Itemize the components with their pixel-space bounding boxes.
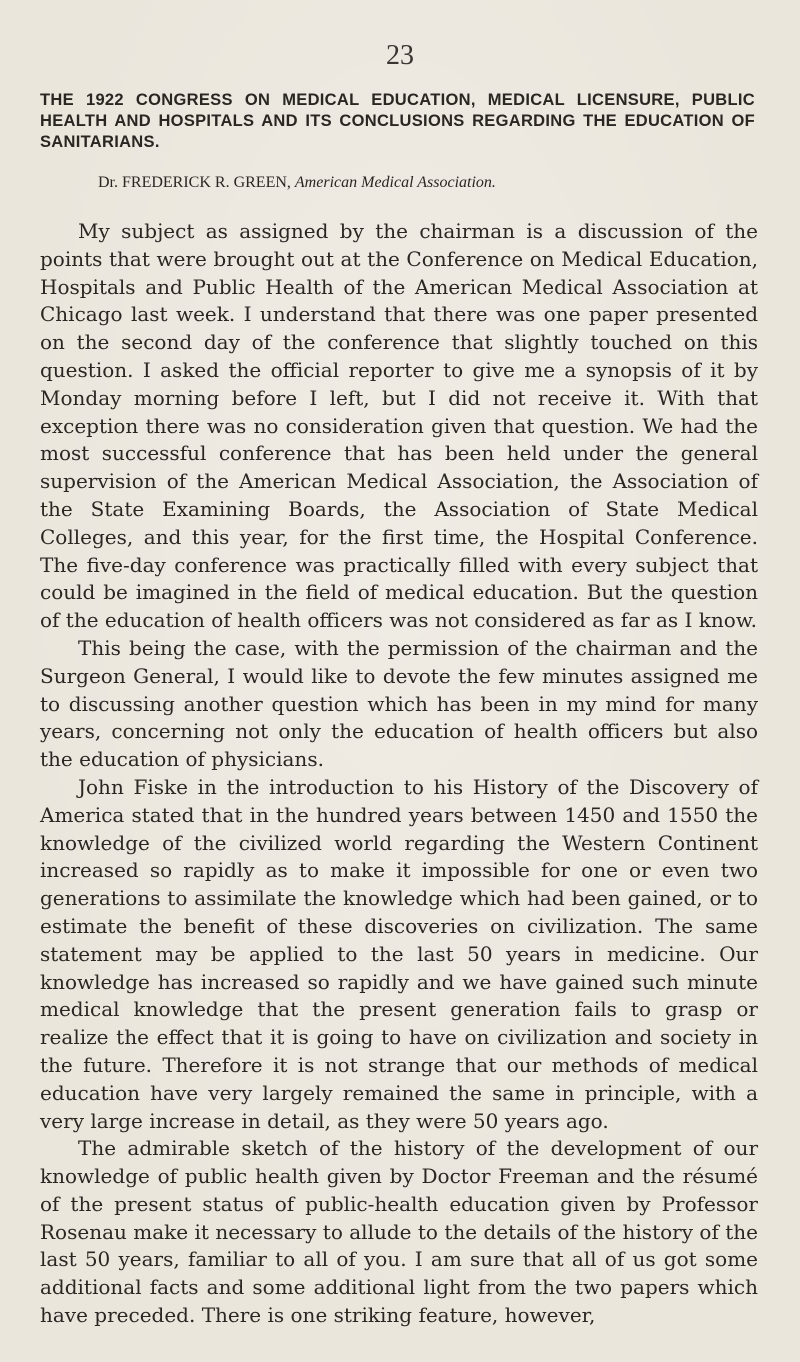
paragraph: This being the case, with the permission of the chairman and the Surgeon General, I would like to devote the few minutes assigned me to discussing another question which has been in my mind for many years, concerning not only the education of health officers but also the education of physicians. xyxy=(40,635,758,772)
paragraph: The admirable sketch of the history of the development of our knowledge of public health given by Doctor Freeman and the résumé of the present status of public-health education given by Professor Rosenau make it necessary to allude to the details of the history of the last 50 years, familiar to all of you. I am sure that all of us got some additional facts and some additional light from the two papers which have preceded. There is one striking feature, however, xyxy=(40,1136,758,1328)
article-title: THE 1922 CONGRESS ON MEDICAL EDUCATION, MEDICAL LICENSURE, PUBLIC HEALTH AND HOSPITALS AND ITS CONCLUSIONS REGARDING THE EDUCATION OF SANITARIANS. xyxy=(40,91,755,151)
paragraph: John Fiske in the introduction to his History of the Discovery of America stated that in the hundred years between 1450 and 1550 the knowledge of the civilized world regarding the Western Continent increased so rapidly as to make it impossible for one or even two generations to assimilate the knowledge which had been gained, or to estimate the benefit of these discoveries on civilization. The same statement may be applied to the last 50 years in medicine. Our knowledge has increased so rapidly and we have gained such minute medical knowledge that the present generation fails to grasp or realize the effect that it is going to have on civilization and society in the future. Therefore it is not strange that our methods of medical education have very largely remained the same in principle, with a very large increase in detail, as they were 50 years ago. xyxy=(40,774,758,1133)
author-name: Dr. FREDERICK R. GREEN, xyxy=(98,174,291,191)
paragraph: My subject as assigned by the chairman is a discussion of the points that were brought out at the Conference on Medical Education, Hospitals and Public Health of the American Medical Association at Chicago last week. I understand that there was one paper presented on the second day of the conference that slightly touched on this question. I asked the official reporter to give me a synopsis of it by Monday morning before I left, but I did not receive it. With that exception there was no consideration given that question. We had the most successful conference that has been held under the general supervision of the American Medical Association, the Association of the State Examining Boards, the Association of State Medical Colleges, and this year, for the first time, the Hospital Conference. The five-day conference was practically filled with every subject that could be imagined in the field of medical education. But the question of the education of health officers was not considered as far as I know. xyxy=(40,219,758,633)
author-line xyxy=(98,174,496,192)
page-number: 23 xyxy=(386,40,414,71)
article-body xyxy=(40,218,758,1330)
author-affiliation: American Medical Association. xyxy=(294,174,496,191)
